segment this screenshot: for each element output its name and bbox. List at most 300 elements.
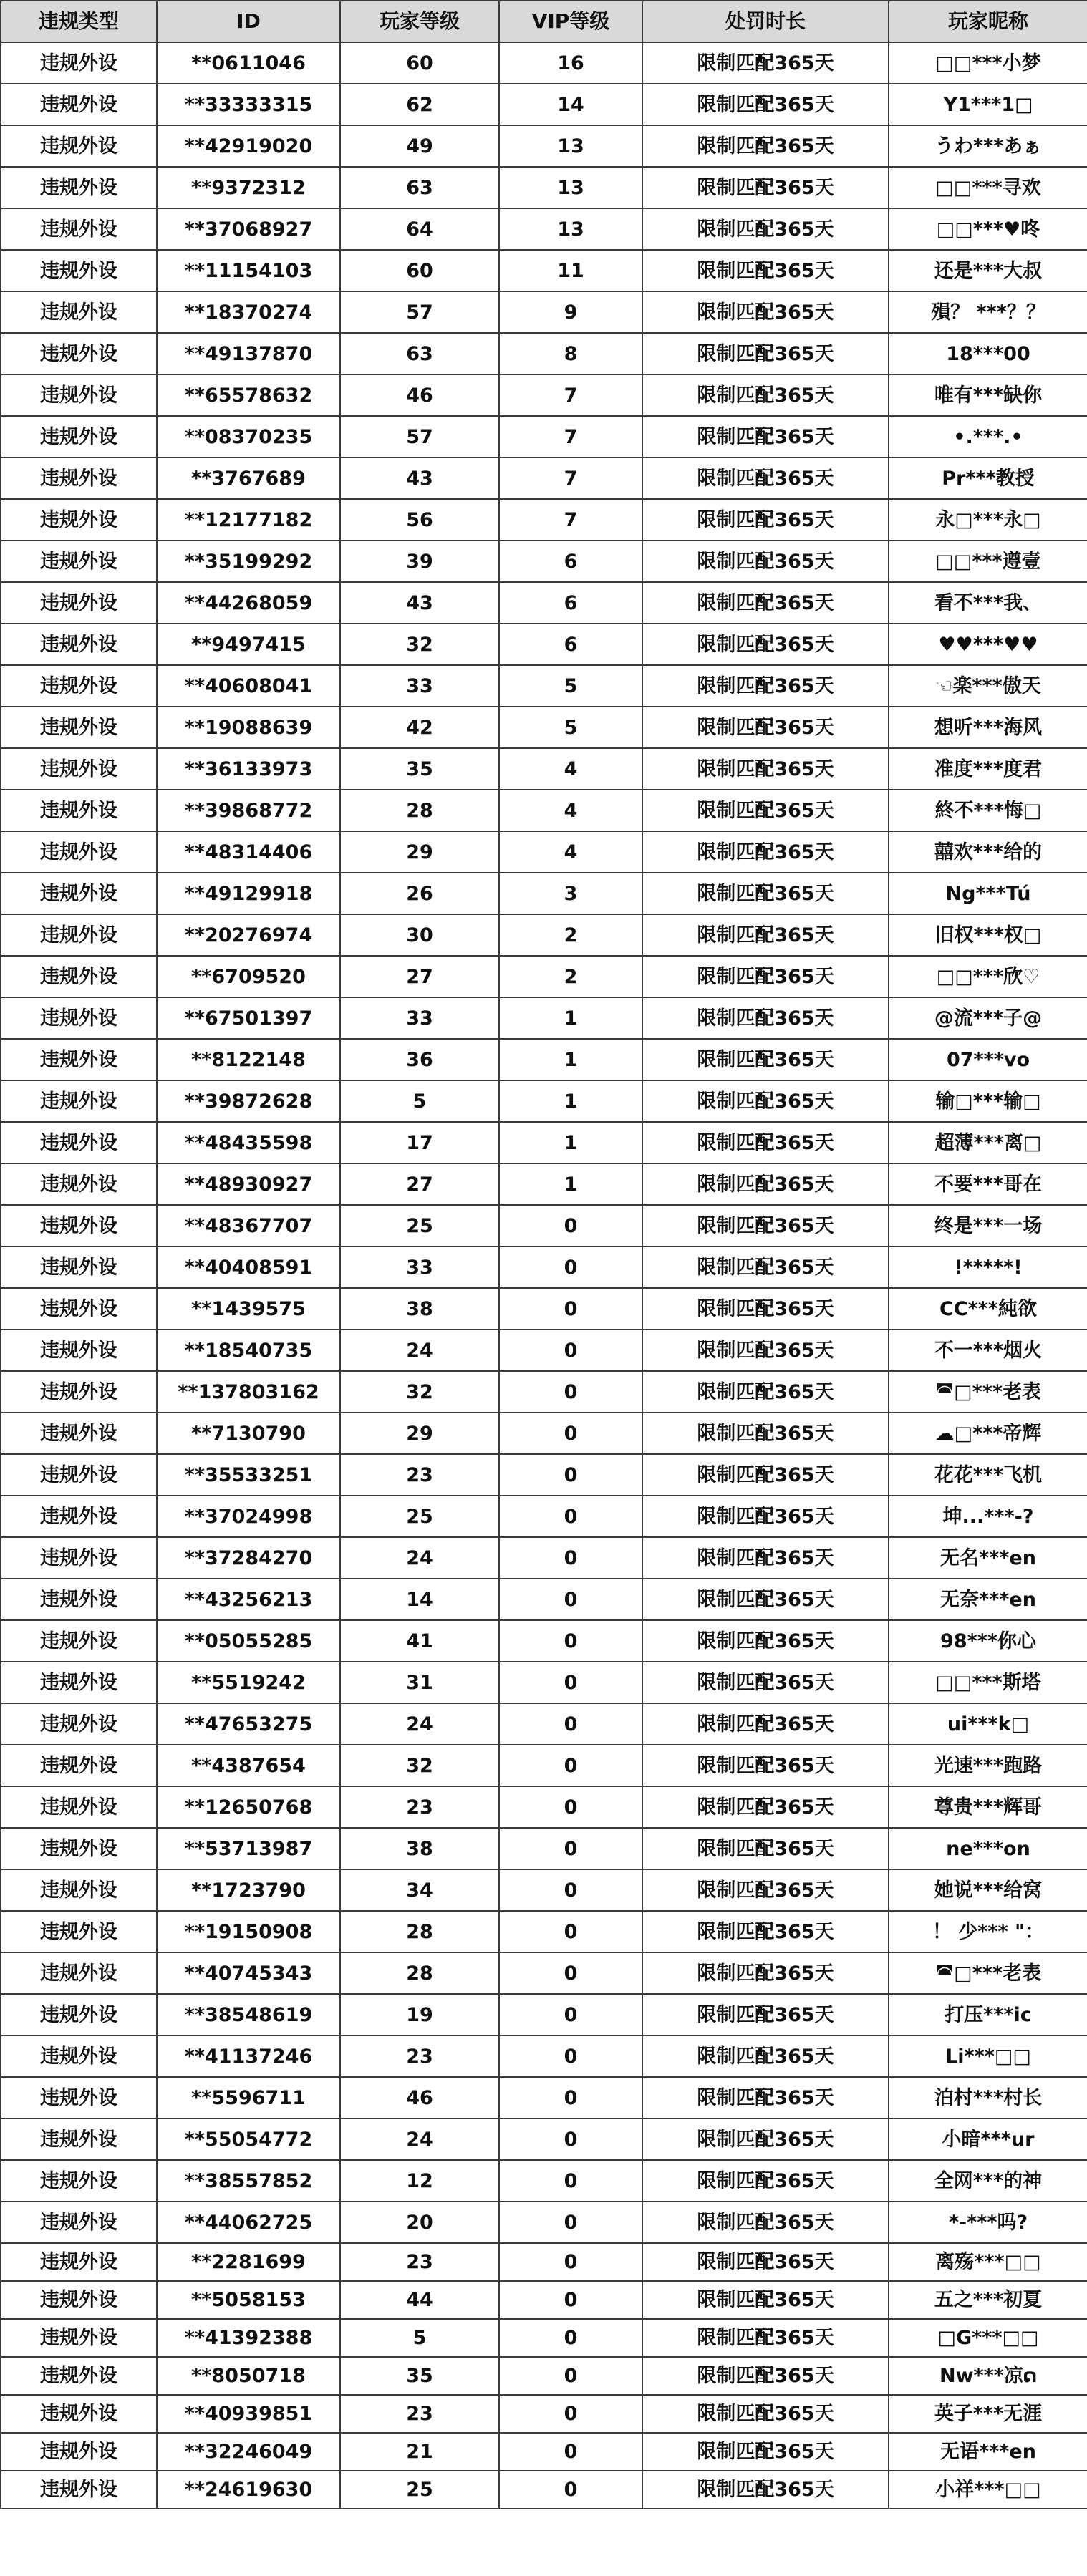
- table-row: [1, 42, 1087, 84]
- cell-player-level: 49: [340, 125, 499, 167]
- cell-vip-level: 13: [499, 208, 642, 250]
- cell-vip-level: 0: [499, 2077, 642, 2119]
- table-row: [1, 1496, 1087, 1537]
- table-row: [1, 956, 1087, 997]
- cell-id: **137803162: [157, 1371, 340, 1413]
- cell-penalty-duration: 限制匹配365天: [642, 2357, 889, 2395]
- cell-penalty-duration: 限制匹配365天: [642, 84, 889, 125]
- cell-penalty-duration: 限制匹配365天: [642, 665, 889, 707]
- cell-penalty-duration: 限制匹配365天: [642, 1163, 889, 1205]
- table-row: [1, 2243, 1087, 2281]
- cell-vip-level: 0: [499, 1662, 642, 1703]
- cell-id: **4387654: [157, 1745, 340, 1786]
- cell-penalty-duration: 限制匹配365天: [642, 582, 889, 624]
- cell-nickname: 离殇***□□: [889, 2243, 1087, 2281]
- cell-nickname: 无语***en: [889, 2433, 1087, 2471]
- cell-vip-level: 1: [499, 997, 642, 1039]
- cell-player-level: 28: [340, 1952, 499, 1994]
- table-row: [1, 1994, 1087, 2035]
- cell-violation-type: 违规外设: [1, 84, 157, 125]
- cell-violation-type: 违规外设: [1, 873, 157, 914]
- cell-penalty-duration: 限制匹配365天: [642, 2035, 889, 2077]
- cell-nickname: 永□***永□: [889, 499, 1087, 541]
- table-row: [1, 1662, 1087, 1703]
- cell-penalty-duration: 限制匹配365天: [642, 1080, 889, 1122]
- table-row: [1, 1413, 1087, 1454]
- cell-id: **37024998: [157, 1496, 340, 1537]
- table-row: [1, 1122, 1087, 1163]
- cell-violation-type: 违规外设: [1, 1869, 157, 1911]
- cell-nickname: 还是***大叔: [889, 250, 1087, 291]
- cell-violation-type: 违规外设: [1, 2160, 157, 2202]
- table-row: [1, 2281, 1087, 2319]
- cell-id: **41137246: [157, 2035, 340, 2077]
- cell-id: **33333315: [157, 84, 340, 125]
- cell-vip-level: 7: [499, 457, 642, 499]
- cell-violation-type: 违规外设: [1, 1745, 157, 1786]
- cell-violation-type: 违规外设: [1, 208, 157, 250]
- cell-id: **11154103: [157, 250, 340, 291]
- cell-player-level: 25: [340, 1496, 499, 1537]
- cell-nickname: 坤...***-?: [889, 1496, 1087, 1537]
- cell-id: **5596711: [157, 2077, 340, 2119]
- cell-nickname: 无奈***en: [889, 1579, 1087, 1620]
- cell-id: **49137870: [157, 333, 340, 374]
- cell-vip-level: 8: [499, 333, 642, 374]
- cell-vip-level: 0: [499, 1786, 642, 1828]
- cell-penalty-duration: 限制匹配365天: [642, 208, 889, 250]
- cell-nickname: □□***小梦: [889, 42, 1087, 84]
- cell-nickname: □□***斯塔: [889, 1662, 1087, 1703]
- cell-id: **48314406: [157, 831, 340, 873]
- table-row: [1, 333, 1087, 374]
- cell-nickname: 18***00: [889, 333, 1087, 374]
- cell-id: **3767689: [157, 457, 340, 499]
- cell-vip-level: 13: [499, 125, 642, 167]
- cell-nickname: 旧权***权□: [889, 914, 1087, 956]
- cell-nickname: 光速***跑路: [889, 1745, 1087, 1786]
- cell-player-level: 25: [340, 2471, 499, 2509]
- cell-violation-type: 违规外设: [1, 374, 157, 416]
- cell-player-level: 42: [340, 707, 499, 748]
- header-player-level: 玩家等级: [340, 1, 499, 42]
- cell-nickname: 五之***初夏: [889, 2281, 1087, 2319]
- cell-penalty-duration: 限制匹配365天: [642, 250, 889, 291]
- table-row: [1, 1869, 1087, 1911]
- cell-penalty-duration: 限制匹配365天: [642, 1703, 889, 1745]
- cell-penalty-duration: 限制匹配365天: [642, 873, 889, 914]
- cell-id: **32246049: [157, 2433, 340, 2471]
- cell-id: **35199292: [157, 541, 340, 582]
- cell-id: **36133973: [157, 748, 340, 790]
- cell-violation-type: 违规外设: [1, 997, 157, 1039]
- cell-penalty-duration: 限制匹配365天: [642, 1579, 889, 1620]
- cell-id: **12650768: [157, 1786, 340, 1828]
- cell-penalty-duration: 限制匹配365天: [642, 42, 889, 84]
- cell-penalty-duration: 限制匹配365天: [642, 1786, 889, 1828]
- cell-player-level: 33: [340, 997, 499, 1039]
- table-row: [1, 582, 1087, 624]
- cell-id: **40745343: [157, 1952, 340, 1994]
- cell-player-level: 60: [340, 42, 499, 84]
- cell-nickname: 打压***ic: [889, 1994, 1087, 2035]
- cell-player-level: 33: [340, 1246, 499, 1288]
- cell-violation-type: 违规外设: [1, 1413, 157, 1454]
- cell-nickname: CC***純欲: [889, 1288, 1087, 1330]
- cell-id: **49129918: [157, 873, 340, 914]
- cell-violation-type: 违规外设: [1, 541, 157, 582]
- cell-player-level: 23: [340, 1454, 499, 1496]
- cell-penalty-duration: 限制匹配365天: [642, 1288, 889, 1330]
- cell-nickname: 98***你心: [889, 1620, 1087, 1662]
- cell-vip-level: 0: [499, 2243, 642, 2281]
- cell-nickname: ne***on: [889, 1828, 1087, 1869]
- table-row: [1, 2319, 1087, 2357]
- cell-vip-level: 5: [499, 665, 642, 707]
- cell-id: **41392388: [157, 2319, 340, 2357]
- cell-player-level: 28: [340, 790, 499, 831]
- cell-id: **18540735: [157, 1330, 340, 1371]
- cell-id: **44062725: [157, 2202, 340, 2243]
- cell-violation-type: 违规外设: [1, 167, 157, 208]
- cell-violation-type: 违规外设: [1, 624, 157, 665]
- cell-id: **47653275: [157, 1703, 340, 1745]
- cell-violation-type: 违规外设: [1, 1786, 157, 1828]
- cell-vip-level: 0: [499, 1952, 642, 1994]
- cell-vip-level: 3: [499, 873, 642, 914]
- table-row: [1, 125, 1087, 167]
- cell-penalty-duration: 限制匹配365天: [642, 1330, 889, 1371]
- cell-vip-level: 0: [499, 1537, 642, 1579]
- cell-player-level: 38: [340, 1828, 499, 1869]
- cell-nickname: 准度***度君: [889, 748, 1087, 790]
- cell-player-level: 33: [340, 665, 499, 707]
- cell-penalty-duration: 限制匹配365天: [642, 1911, 889, 1952]
- cell-violation-type: 违规外设: [1, 1620, 157, 1662]
- table-row: [1, 1288, 1087, 1330]
- header-violation-type: 违规类型: [1, 1, 157, 42]
- cell-penalty-duration: 限制匹配365天: [642, 790, 889, 831]
- cell-vip-level: 4: [499, 790, 642, 831]
- cell-nickname: 想听***海风: [889, 707, 1087, 748]
- cell-violation-type: 违规外设: [1, 1205, 157, 1246]
- table-row: [1, 748, 1087, 790]
- cell-violation-type: 违规外设: [1, 2077, 157, 2119]
- cell-penalty-duration: 限制匹配365天: [642, 125, 889, 167]
- cell-vip-level: 4: [499, 748, 642, 790]
- table-row: [1, 541, 1087, 582]
- cell-nickname: 07***vo: [889, 1039, 1087, 1080]
- cell-vip-level: 1: [499, 1163, 642, 1205]
- cell-violation-type: 违规外设: [1, 1371, 157, 1413]
- cell-id: **08370235: [157, 416, 340, 457]
- cell-id: **05055285: [157, 1620, 340, 1662]
- cell-vip-level: 1: [499, 1122, 642, 1163]
- table-row: [1, 208, 1087, 250]
- table-row: [1, 2395, 1087, 2433]
- cell-violation-type: 违规外设: [1, 914, 157, 956]
- cell-violation-type: 违规外设: [1, 1454, 157, 1496]
- cell-penalty-duration: 限制匹配365天: [642, 457, 889, 499]
- cell-violation-type: 违规外设: [1, 1911, 157, 1952]
- cell-player-level: 14: [340, 1579, 499, 1620]
- cell-violation-type: 违规外设: [1, 2119, 157, 2160]
- cell-penalty-duration: 限制匹配365天: [642, 2119, 889, 2160]
- cell-vip-level: 0: [499, 2202, 642, 2243]
- cell-vip-level: 0: [499, 2319, 642, 2357]
- cell-vip-level: 0: [499, 1869, 642, 1911]
- cell-player-level: 30: [340, 914, 499, 956]
- cell-id: **65578632: [157, 374, 340, 416]
- cell-vip-level: 5: [499, 707, 642, 748]
- cell-id: **37068927: [157, 208, 340, 250]
- cell-violation-type: 违规外设: [1, 956, 157, 997]
- cell-penalty-duration: 限制匹配365天: [642, 1454, 889, 1496]
- table-row: [1, 1911, 1087, 1952]
- cell-penalty-duration: 限制匹配365天: [642, 2319, 889, 2357]
- cell-id: **40939851: [157, 2395, 340, 2433]
- cell-player-level: 12: [340, 2160, 499, 2202]
- cell-vip-level: 2: [499, 956, 642, 997]
- cell-player-level: 23: [340, 2395, 499, 2433]
- cell-violation-type: 违规外设: [1, 250, 157, 291]
- cell-violation-type: 违规外设: [1, 1994, 157, 2035]
- cell-id: **12177182: [157, 499, 340, 541]
- cell-id: **24619630: [157, 2471, 340, 2509]
- cell-violation-type: 违规外设: [1, 1122, 157, 1163]
- cell-penalty-duration: 限制匹配365天: [642, 1039, 889, 1080]
- cell-player-level: 5: [340, 2319, 499, 2357]
- cell-player-level: 26: [340, 873, 499, 914]
- table-row: [1, 873, 1087, 914]
- cell-nickname: Y1***1□: [889, 84, 1087, 125]
- cell-player-level: 60: [340, 250, 499, 291]
- cell-nickname: 終不***悔□: [889, 790, 1087, 831]
- cell-vip-level: 0: [499, 2160, 642, 2202]
- table-row: [1, 2357, 1087, 2395]
- cell-id: **48367707: [157, 1205, 340, 1246]
- cell-player-level: 39: [340, 541, 499, 582]
- cell-nickname: •.***.•: [889, 416, 1087, 457]
- cell-vip-level: 0: [499, 1246, 642, 1288]
- cell-id: **53713987: [157, 1828, 340, 1869]
- cell-player-level: 24: [340, 2119, 499, 2160]
- cell-player-level: 36: [340, 1039, 499, 1080]
- table-row: [1, 457, 1087, 499]
- cell-nickname: 看不***我、: [889, 582, 1087, 624]
- cell-player-level: 43: [340, 582, 499, 624]
- cell-penalty-duration: 限制匹配365天: [642, 1745, 889, 1786]
- cell-violation-type: 违规外设: [1, 1662, 157, 1703]
- cell-player-level: 63: [340, 333, 499, 374]
- cell-violation-type: 违规外设: [1, 1080, 157, 1122]
- cell-penalty-duration: 限制匹配365天: [642, 1952, 889, 1994]
- cell-violation-type: 违规外设: [1, 2281, 157, 2319]
- cell-player-level: 34: [340, 1869, 499, 1911]
- cell-id: **43256213: [157, 1579, 340, 1620]
- cell-nickname: !*****!: [889, 1246, 1087, 1288]
- cell-nickname: 输□***输□: [889, 1080, 1087, 1122]
- cell-penalty-duration: 限制匹配365天: [642, 2433, 889, 2471]
- cell-id: **18370274: [157, 291, 340, 333]
- cell-vip-level: 2: [499, 914, 642, 956]
- cell-penalty-duration: 限制匹配365天: [642, 1371, 889, 1413]
- cell-id: **39868772: [157, 790, 340, 831]
- cell-penalty-duration: 限制匹配365天: [642, 1122, 889, 1163]
- cell-violation-type: 违规外设: [1, 2202, 157, 2243]
- cell-violation-type: 违规外设: [1, 333, 157, 374]
- table-row: [1, 167, 1087, 208]
- cell-penalty-duration: 限制匹配365天: [642, 167, 889, 208]
- cell-nickname: 超薄***离□: [889, 1122, 1087, 1163]
- cell-vip-level: 0: [499, 2281, 642, 2319]
- table-row: [1, 997, 1087, 1039]
- cell-vip-level: 1: [499, 1039, 642, 1080]
- table-row: [1, 1620, 1087, 1662]
- cell-violation-type: 违规外设: [1, 790, 157, 831]
- cell-violation-type: 违规外设: [1, 1246, 157, 1288]
- cell-vip-level: 6: [499, 624, 642, 665]
- cell-player-level: 24: [340, 1703, 499, 1745]
- cell-vip-level: 16: [499, 42, 642, 84]
- cell-penalty-duration: 限制匹配365天: [642, 2281, 889, 2319]
- table-row: [1, 1246, 1087, 1288]
- cell-penalty-duration: 限制匹配365天: [642, 1620, 889, 1662]
- cell-vip-level: 4: [499, 831, 642, 873]
- table-row: [1, 1537, 1087, 1579]
- cell-penalty-duration: 限制匹配365天: [642, 624, 889, 665]
- cell-violation-type: 违规外设: [1, 1952, 157, 1994]
- cell-nickname: 小暗***ur: [889, 2119, 1087, 2160]
- cell-vip-level: 0: [499, 2119, 642, 2160]
- cell-violation-type: 违规外设: [1, 2243, 157, 2281]
- cell-penalty-duration: 限制匹配365天: [642, 541, 889, 582]
- cell-penalty-duration: 限制匹配365天: [642, 997, 889, 1039]
- cell-player-level: 62: [340, 84, 499, 125]
- cell-vip-level: 0: [499, 1330, 642, 1371]
- cell-penalty-duration: 限制匹配365天: [642, 2243, 889, 2281]
- cell-id: **8050718: [157, 2357, 340, 2395]
- cell-vip-level: 0: [499, 1828, 642, 1869]
- table-row: [1, 374, 1087, 416]
- cell-violation-type: 违规外设: [1, 2035, 157, 2077]
- cell-nickname: Li***□□: [889, 2035, 1087, 2077]
- table-row: [1, 1745, 1087, 1786]
- cell-id: **1723790: [157, 1869, 340, 1911]
- cell-violation-type: 违规外设: [1, 1039, 157, 1080]
- cell-id: **35533251: [157, 1454, 340, 1496]
- table-row: [1, 790, 1087, 831]
- table-row: [1, 2035, 1087, 2077]
- table-row: [1, 84, 1087, 125]
- cell-penalty-duration: 限制匹配365天: [642, 416, 889, 457]
- cell-player-level: 46: [340, 2077, 499, 2119]
- table-row: [1, 1786, 1087, 1828]
- cell-violation-type: 违规外设: [1, 457, 157, 499]
- cell-player-level: 44: [340, 2281, 499, 2319]
- cell-penalty-duration: 限制匹配365天: [642, 291, 889, 333]
- table-row: [1, 2077, 1087, 2119]
- cell-vip-level: 6: [499, 582, 642, 624]
- table-row: [1, 2471, 1087, 2509]
- cell-penalty-duration: 限制匹配365天: [642, 831, 889, 873]
- cell-vip-level: 6: [499, 541, 642, 582]
- cell-vip-level: 7: [499, 374, 642, 416]
- table-row: [1, 2119, 1087, 2160]
- cell-vip-level: 0: [499, 1911, 642, 1952]
- cell-nickname: 不一***烟火: [889, 1330, 1087, 1371]
- cell-nickname: 唯有***缺你: [889, 374, 1087, 416]
- cell-nickname: 花花***飞机: [889, 1454, 1087, 1496]
- cell-nickname: 终是***一场: [889, 1205, 1087, 1246]
- cell-penalty-duration: 限制匹配365天: [642, 1828, 889, 1869]
- cell-nickname: ！ 少*** "：: [889, 1911, 1087, 1952]
- cell-nickname: 囍欢***给的: [889, 831, 1087, 873]
- cell-id: **48435598: [157, 1122, 340, 1163]
- cell-id: **19150908: [157, 1911, 340, 1952]
- table-row: [1, 1703, 1087, 1745]
- cell-nickname: 无名***en: [889, 1537, 1087, 1579]
- cell-penalty-duration: 限制匹配365天: [642, 1869, 889, 1911]
- cell-vip-level: 0: [499, 2035, 642, 2077]
- cell-nickname: Ng***Tú: [889, 873, 1087, 914]
- cell-nickname: □□***寻欢: [889, 167, 1087, 208]
- cell-vip-level: 7: [499, 416, 642, 457]
- cell-vip-level: 0: [499, 1288, 642, 1330]
- cell-penalty-duration: 限制匹配365天: [642, 1994, 889, 2035]
- cell-penalty-duration: 限制匹配365天: [642, 2471, 889, 2509]
- cell-violation-type: 违规外设: [1, 416, 157, 457]
- table-body: [1, 42, 1087, 2509]
- cell-violation-type: 违规外设: [1, 499, 157, 541]
- cell-player-level: 17: [340, 1122, 499, 1163]
- cell-id: **42919020: [157, 125, 340, 167]
- cell-nickname: □□***欣♡: [889, 956, 1087, 997]
- cell-violation-type: 违规外设: [1, 1579, 157, 1620]
- cell-nickname: Nw***凉ດ: [889, 2357, 1087, 2395]
- cell-penalty-duration: 限制匹配365天: [642, 914, 889, 956]
- cell-penalty-duration: 限制匹配365天: [642, 1205, 889, 1246]
- cell-player-level: 23: [340, 1786, 499, 1828]
- cell-vip-level: 0: [499, 1703, 642, 1745]
- table-header: [1, 1, 1087, 42]
- cell-id: **40408591: [157, 1246, 340, 1288]
- cell-violation-type: 违规外设: [1, 2471, 157, 2509]
- cell-penalty-duration: 限制匹配365天: [642, 1662, 889, 1703]
- cell-violation-type: 违规外设: [1, 1330, 157, 1371]
- cell-vip-level: 11: [499, 250, 642, 291]
- table-row: [1, 1454, 1087, 1496]
- cell-player-level: 64: [340, 208, 499, 250]
- cell-penalty-duration: 限制匹配365天: [642, 374, 889, 416]
- cell-nickname: ☁□***帝辉: [889, 1413, 1087, 1454]
- cell-vip-level: 0: [499, 1579, 642, 1620]
- table-row: [1, 250, 1087, 291]
- cell-player-level: 5: [340, 1080, 499, 1122]
- cell-player-level: 28: [340, 1911, 499, 1952]
- table-row: [1, 291, 1087, 333]
- cell-vip-level: 9: [499, 291, 642, 333]
- table-row: [1, 1579, 1087, 1620]
- cell-penalty-duration: 限制匹配365天: [642, 748, 889, 790]
- cell-violation-type: 违规外设: [1, 42, 157, 84]
- cell-id: **48930927: [157, 1163, 340, 1205]
- cell-player-level: 25: [340, 1205, 499, 1246]
- table-row: [1, 1205, 1087, 1246]
- table-row: [1, 831, 1087, 873]
- cell-id: **55054772: [157, 2119, 340, 2160]
- cell-nickname: 她说***给窝: [889, 1869, 1087, 1911]
